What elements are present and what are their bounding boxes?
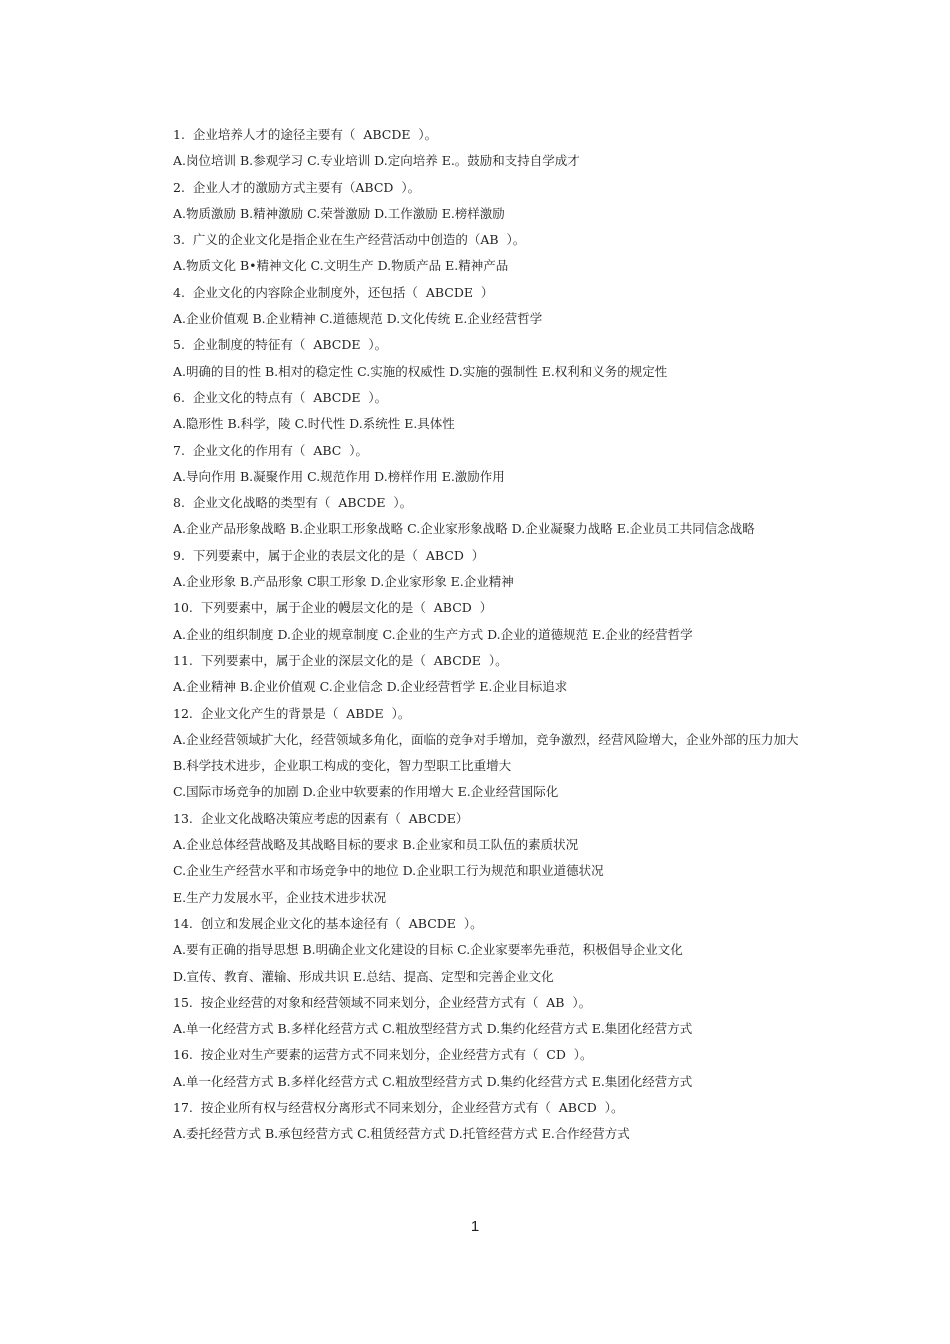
options-14-de: D.宣传、教育、灌输、形成共识 E.总结、提高、定型和完善企业文化 bbox=[173, 968, 554, 984]
options-8: A.企业产品形象战略 B.企业职工形象战略 C.企业家形象战略 D.企业凝聚力战略 E.企业员工共同信念战略 bbox=[173, 521, 755, 537]
page-number: 1 bbox=[470, 1218, 480, 1235]
options-16: A.单一化经营方式 B.多样化经营方式 C.粗放型经营方式 D.集约化经营方式 E.集团化经营方式 bbox=[173, 1073, 693, 1089]
options-3: A.物质文化 B•精神文化 C.文明生产 D.物质产品 E.精神产品 bbox=[173, 258, 509, 274]
question-14: 14. 创立和发展企业文化的基本途径有（ ABCDE ）。 bbox=[173, 915, 483, 931]
options-12-a: A.企业经营领域扩大化，经营领域多角化，面临的竞争对手增加，竞争激烈，经营风险增大，企业外部的压力加大 bbox=[173, 731, 799, 747]
options-9: A.企业形象 B.产品形象 C职工形象 D.企业家形象 E.企业精神 bbox=[173, 574, 514, 590]
question-15: 15. 按企业经营的对象和经营领域不同来划分，企业经营方式有（ AB ）。 bbox=[173, 994, 592, 1010]
question-16: 16. 按企业对生产要素的运营方式不同来划分，企业经营方式有（ CD ）。 bbox=[173, 1047, 593, 1063]
question-4: 4. 企业文化的内容除企业制度外，还包括（ ABCDE ） bbox=[173, 284, 494, 300]
question-7: 7. 企业文化的作用有（ ABC ）。 bbox=[173, 442, 369, 458]
options-13-cd: C.企业生产经营水平和市场竞争中的地位 D.企业职工行为规范和职业道德状况 bbox=[173, 863, 604, 879]
question-3: 3. 广义的企业文化是指企业在生产经营活动中创造的（AB ）。 bbox=[173, 232, 526, 248]
question-9: 9. 下列要素中，属于企业的表层文化的是（ ABCD ） bbox=[173, 547, 485, 563]
question-17: 17. 按企业所有权与经营权分离形式不同来划分，企业经营方式有（ ABCD ）。 bbox=[173, 1099, 624, 1115]
options-4: A.企业价值观 B.企业精神 C.道德规范 D.文化传统 E.企业经营哲学 bbox=[173, 311, 543, 327]
options-12-cde: C.国际市场竞争的加剧 D.企业中软要素的作用增大 E.企业经营国际化 bbox=[173, 784, 559, 800]
question-10: 10. 下列要素中，属于企业的幔层文化的是（ ABCD ） bbox=[173, 600, 493, 616]
document-body bbox=[145, 122, 807, 1148]
options-13-e: E.生产力发展水平，企业技术进步状况 bbox=[173, 889, 387, 905]
options-12-b: B.科学技术进步，企业职工构成的变化，智力型职工比重增大 bbox=[173, 758, 512, 774]
question-2: 2. 企业人才的激励方式主要有（ABCD ）。 bbox=[173, 179, 421, 195]
question-8: 8. 企业文化战略的类型有（ ABCDE ）。 bbox=[173, 495, 413, 511]
options-5: A.明确的目的性 B.相对的稳定性 C.实施的权威性 D.实施的强制性 E.权利和义务的规定性 bbox=[173, 363, 668, 379]
options-14-abc: A.要有正确的指导思想 B.明确企业文化建设的目标 C.企业家要率先垂范，积极倡导企业文化 bbox=[173, 942, 683, 958]
question-1: 1. 企业培养人才的途径主要有（ ABCDE ）。 bbox=[173, 127, 438, 142]
question-11: 11. 下列要素中，属于企业的深层文化的是（ ABCDE ）。 bbox=[173, 652, 508, 668]
options-2: A.物质激励 B.精神激励 C.荣誉激励 D.工作激励 E.榜样激励 bbox=[173, 205, 505, 221]
options-17: A.委托经营方式 B.承包经营方式 C.租赁经营方式 D.托管经营方式 E.合作经营方式 bbox=[173, 1126, 630, 1142]
question-13: 13. 企业文化战略决策应考虑的因素有（ ABCDE） bbox=[173, 810, 469, 826]
options-6: A.隐形性 B.科学，陵 C.时代性 D.系统性 E.具体性 bbox=[173, 416, 455, 432]
options-10: A.企业的组织制度 D.企业的规章制度 C.企业的生产方式 D.企业的道德规范 E.企业的经营哲学 bbox=[173, 626, 693, 642]
question-6: 6. 企业文化的特点有（ ABCDE ）。 bbox=[173, 389, 388, 405]
options-11: A.企业精神 B.企业价值观 C.企业信念 D.企业经营哲学 E.企业目标追求 bbox=[173, 679, 568, 695]
options-15: A.单一化经营方式 B.多样化经营方式 C.粗放型经营方式 D.集约化经营方式 E.集团化经营方式 bbox=[173, 1021, 693, 1037]
question-12: 12. 企业文化产生的背景是（ ABDE ）。 bbox=[173, 705, 411, 721]
question-5: 5. 企业制度的特征有（ ABCDE ）。 bbox=[173, 337, 388, 353]
options-13-ab: A.企业总体经营战略及其战略目标的要求 B.企业家和员工队伍的素质状况 bbox=[173, 837, 579, 853]
options-7: A.导向作用 B.凝聚作用 C.规范作用 D.榜样作用 E.激励作用 bbox=[173, 468, 505, 484]
options-1: A.岗位培训 B.参观学习 C.专业培训 D.定向培养 E.。鼓励和支持自学成才 bbox=[173, 153, 580, 169]
